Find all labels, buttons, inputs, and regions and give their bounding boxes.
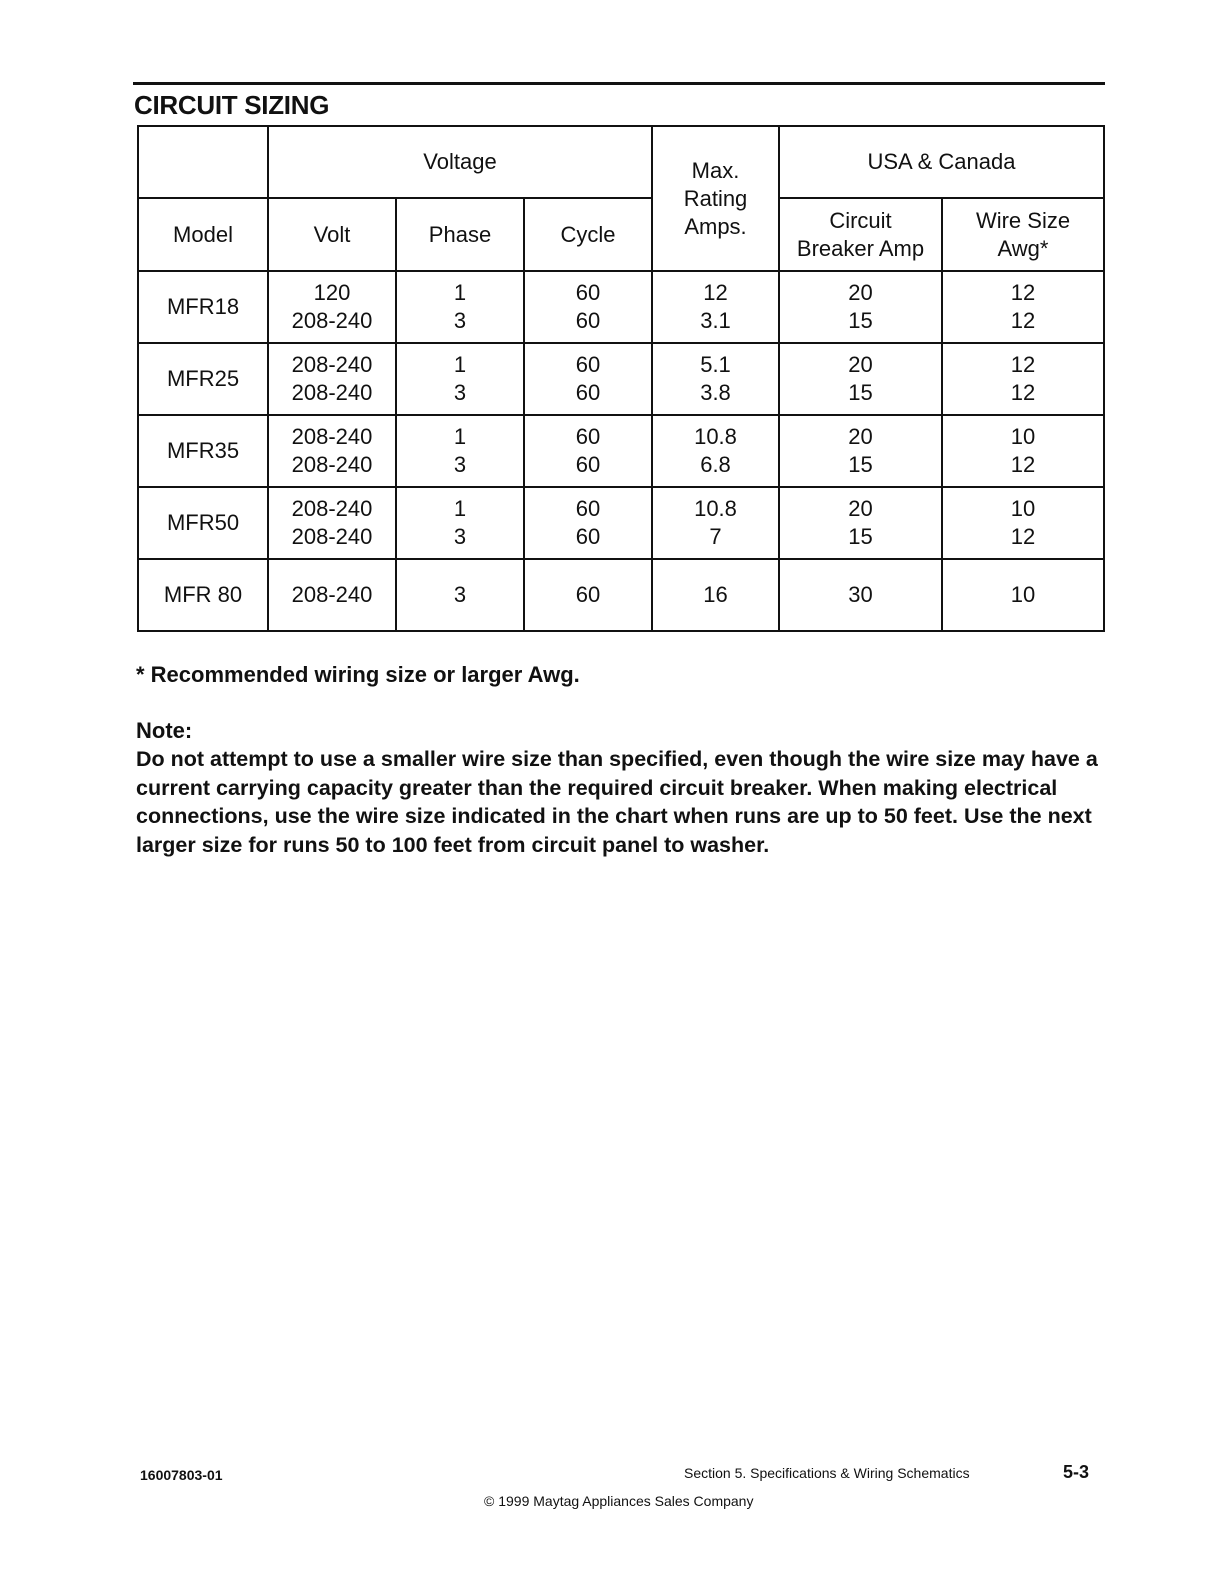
volt-value: 208-240 (291, 308, 373, 333)
phase-value: 1 (453, 280, 467, 305)
header-row-2 (138, 198, 1104, 271)
phase-cell (396, 271, 524, 343)
voltage-header: Voltage (268, 126, 652, 198)
cycle-value: 60 (575, 380, 601, 405)
breaker-value: 30 (848, 582, 873, 607)
amps-value: 16 (703, 582, 728, 607)
phase-cell (396, 343, 524, 415)
wire-cell (942, 487, 1104, 559)
amps-value: 12 (703, 280, 728, 305)
wire-value: 10 (1010, 582, 1036, 607)
circuit-sizing-table (137, 125, 1105, 632)
breaker-cell (779, 415, 942, 487)
max-rating-line-2: Rating (683, 185, 748, 211)
note-body: Do not attempt to use a smaller wire size than specified, even though the wire size may have a current carrying capacity greater than the required circuit breaker. When making electrical connections, use the wire size indicated in the chart when runs are up to 50 feet. Use the next larger size for runs 50 to 100 feet from circuit panel to washer. (136, 747, 1098, 857)
doc-number: 16007803-01 (140, 1467, 223, 1483)
max-rating-line-3: Amps. (684, 213, 747, 239)
cycle-cell (524, 343, 652, 415)
volt-header: Volt (268, 198, 396, 271)
volt-value: 208-240 (291, 352, 373, 377)
amps-value: 3.8 (700, 380, 731, 405)
volt-cell (268, 343, 396, 415)
phase-value: 1 (453, 496, 467, 521)
section-label: Section 5. Specifications & Wiring Schematics (684, 1465, 970, 1481)
blank-header-cell (138, 126, 268, 198)
wire-value: 10 (1010, 496, 1036, 521)
phase-value: 3 (453, 452, 467, 477)
phase-value: 3 (453, 380, 467, 405)
wire-value: 12 (1010, 280, 1036, 305)
amps-cell (652, 559, 779, 631)
phase-cell (396, 559, 524, 631)
model-cell: MFR50 (138, 487, 268, 559)
model-cell: MFR 80 (138, 559, 268, 631)
model-header: Model (138, 198, 268, 271)
top-rule (133, 82, 1105, 85)
header-row-1 (138, 126, 1104, 198)
model-cell: MFR18 (138, 271, 268, 343)
usa-canada-header: USA & Canada (779, 126, 1104, 198)
phase-value: 1 (453, 424, 467, 449)
max-rating-header (652, 126, 779, 271)
cycle-value: 60 (575, 308, 601, 333)
cycle-value: 60 (575, 524, 601, 549)
amps-value: 6.8 (700, 452, 731, 477)
wire-cell (942, 343, 1104, 415)
table-row (138, 271, 1104, 343)
wire-cell (942, 415, 1104, 487)
breaker-cell (779, 559, 942, 631)
phase-value: 3 (453, 582, 467, 607)
cycle-header: Cycle (524, 198, 652, 271)
copyright: © 1999 Maytag Appliances Sales Company (484, 1493, 754, 1509)
cycle-cell (524, 487, 652, 559)
amps-value: 3.1 (700, 308, 731, 333)
table-row (138, 343, 1104, 415)
phase-header: Phase (396, 198, 524, 271)
breaker-value: 15 (848, 524, 873, 549)
breaker-value: 15 (848, 452, 873, 477)
breaker-value: 15 (848, 380, 873, 405)
breaker-value: 15 (848, 308, 873, 333)
amps-cell (652, 415, 779, 487)
note-label: Note: (136, 718, 193, 743)
amps-value: 10.8 (694, 496, 737, 521)
circuit-line-2: Breaker Amp (796, 235, 925, 261)
wire-value: 12 (1010, 308, 1036, 333)
page-number: 5-3 (1063, 1462, 1090, 1482)
wire-line-1: Wire Size (975, 207, 1071, 233)
wire-line-2: Awg* (997, 235, 1049, 261)
volt-cell (268, 415, 396, 487)
model-cell: MFR25 (138, 343, 268, 415)
wire-value: 10 (1010, 424, 1036, 449)
cycle-value: 60 (575, 496, 601, 521)
volt-value: 208-240 (291, 582, 373, 607)
breaker-cell (779, 271, 942, 343)
table-row (138, 559, 1104, 631)
table-row (138, 415, 1104, 487)
cycle-value: 60 (575, 582, 601, 607)
amps-value: 10.8 (694, 424, 737, 449)
circuit-breaker-header (779, 198, 942, 271)
wire-size-header (942, 198, 1104, 271)
volt-cell (268, 487, 396, 559)
volt-value: 120 (313, 280, 351, 305)
volt-value: 208-240 (291, 452, 373, 477)
phase-value: 3 (453, 524, 467, 549)
breaker-value: 20 (848, 496, 873, 521)
wire-cell (942, 559, 1104, 631)
phase-value: 3 (453, 308, 467, 333)
wire-cell (942, 271, 1104, 343)
volt-value: 208-240 (291, 424, 373, 449)
breaker-value: 20 (848, 280, 873, 305)
max-rating-line-1: Max. (691, 157, 740, 183)
breaker-value: 20 (848, 352, 873, 377)
page-title: CIRCUIT SIZING (134, 90, 330, 120)
volt-cell (268, 559, 396, 631)
cycle-value: 60 (575, 424, 601, 449)
volt-value: 208-240 (291, 380, 373, 405)
breaker-cell (779, 487, 942, 559)
phase-value: 1 (453, 352, 467, 377)
wire-value: 12 (1010, 524, 1036, 549)
breaker-value: 20 (848, 424, 873, 449)
wire-value: 12 (1010, 352, 1036, 377)
breaker-cell (779, 343, 942, 415)
amps-value: 5.1 (700, 352, 731, 377)
model-cell: MFR35 (138, 415, 268, 487)
amps-value: 7 (709, 524, 722, 549)
volt-value: 208-240 (291, 524, 373, 549)
amps-cell (652, 487, 779, 559)
amps-cell (652, 271, 779, 343)
cycle-value: 60 (575, 452, 601, 477)
cycle-cell (524, 271, 652, 343)
cycle-cell (524, 415, 652, 487)
cycle-value: 60 (575, 280, 601, 305)
wire-value: 12 (1010, 452, 1036, 477)
cycle-cell (524, 559, 652, 631)
circuit-sizing-table-wrap (137, 125, 1105, 632)
circuit-line-1: Circuit (829, 207, 892, 233)
footnote: * Recommended wiring size or larger Awg. (136, 662, 580, 687)
volt-value: 208-240 (291, 496, 373, 521)
volt-cell (268, 271, 396, 343)
cycle-value: 60 (575, 352, 601, 377)
phase-cell (396, 415, 524, 487)
table-row (138, 487, 1104, 559)
phase-cell (396, 487, 524, 559)
wire-value: 12 (1010, 380, 1036, 405)
amps-cell (652, 343, 779, 415)
